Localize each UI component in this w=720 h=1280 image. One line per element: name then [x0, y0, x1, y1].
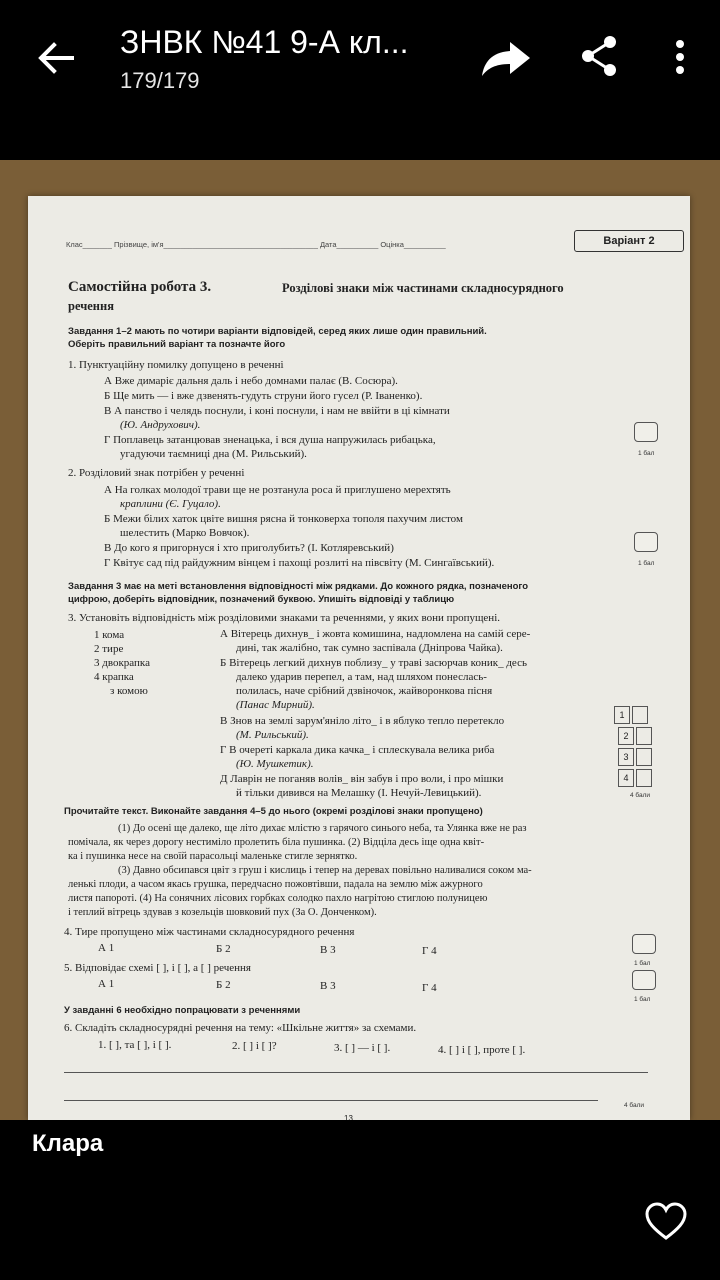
- text-passage: ка і пушинка несе на своїй парасольці маленьке стигле зернятко.: [68, 851, 358, 862]
- answer-grid-cell: [632, 706, 648, 724]
- answer-box: [634, 422, 658, 442]
- instruction: У завданні 6 необхідно попрацювати з реченнями: [64, 1005, 301, 1016]
- match-right-cont: (Панас Мирний).: [236, 699, 315, 711]
- question-5: 5. Відповідає схемі [ ], і [ ], а [ ] речення: [64, 962, 251, 974]
- question-6: 6. Складіть складносурядні речення на тему: «Шкільне життя» за схемами.: [64, 1022, 417, 1034]
- worksheet-topic: Розділові знаки між частинами складносурядного: [282, 281, 564, 295]
- question-1: 1. Пунктуаційну помилку допущено в реченні: [68, 359, 284, 371]
- option: В До кого я пригорнуся і хто приголубить? (І. Котляревський): [104, 542, 394, 554]
- worksheet-title: Самостійна робота 3.: [68, 279, 212, 295]
- option: Г Квітує сад під райдужним вінцем і пахощі розлиті на півсвіту (М. Сингаївський).: [104, 557, 495, 569]
- match-right-cont: дині, так жалібно, так сумно заспівала (Дніпрова Чайка).: [236, 642, 503, 654]
- match-right: А Вітерець дихнув_ і жовта комишина, надломлена на самій сере-: [220, 628, 531, 640]
- match-right: Д Лаврін не поганяв волів_ він забув і про воли, і про мішки: [220, 773, 504, 785]
- score-label: 4 бали: [624, 1102, 645, 1109]
- option: Г 4: [422, 945, 437, 957]
- option: Г Поплавець затанцював зненацька, і вся душа напружилась рибацька,: [104, 434, 436, 446]
- answer-grid-number: 4: [618, 769, 634, 787]
- scheme: 3. [ ] — і [ ].: [334, 1042, 391, 1054]
- match-right-cont: (Ю. Мушкетик).: [236, 758, 314, 770]
- option: В 3: [320, 980, 336, 992]
- student-fields: Клас_______ Прізвище, ім'я_____________________________________ Дата__________ Оцінка__________: [66, 240, 446, 249]
- page-number: 13: [344, 1114, 353, 1120]
- scheme: 4. [ ] і [ ], проте [ ].: [438, 1044, 526, 1056]
- chat-title: ЗНВК №41 9-А кл...: [120, 24, 409, 60]
- text-passage: (3) Давно обсипався цвіт з груш і кислиць і тепер на деревах повільно наливалися соком ма-: [118, 865, 532, 876]
- option: Б Ще мить — і вже дзвенять-гудуть струни його гусел (Р. Іваненко).: [104, 390, 423, 402]
- answer-grid-number: 1: [614, 706, 630, 724]
- text-passage: ленькі плоди, а часом якась грушка, передчасно пожовтівши, падала на землю між ажурного: [68, 879, 483, 890]
- match-left: 4 крапка: [94, 671, 134, 683]
- score-label: 4 бали: [630, 792, 651, 799]
- worksheet-topic-cont: речення: [68, 299, 114, 313]
- match-left: 1 кома: [94, 629, 125, 641]
- worksheet-page: [28, 196, 690, 1120]
- scheme: 1. [ ], та [ ], і [ ].: [98, 1039, 172, 1051]
- option: В А панство і челядь поснули, і коні поснули, і нам не ввійти в ці кімнати: [104, 405, 450, 417]
- instruction: Завдання 1–2 мають по чотири варіанти відповідей, серед яких лише один правильний.: [68, 326, 487, 337]
- image-counter: 179/179: [120, 68, 200, 93]
- match-right-cont: (М. Рильський).: [236, 729, 309, 741]
- scheme: 2. [ ] і [ ]?: [232, 1040, 277, 1052]
- answer-grid-cell: [636, 727, 652, 745]
- option-cont: (Ю. Андрухович).: [120, 419, 201, 431]
- answer-grid-number: 3: [618, 748, 634, 766]
- option: Б 2: [216, 979, 231, 991]
- score-label: 1 бал: [634, 996, 651, 1003]
- option: А Вже димаріє дальня даль і небо домнами палає (В. Сосюра).: [104, 375, 398, 387]
- text-passage: і теплий вітрець здував з козельців шовковий пух (За О. Донченком).: [68, 907, 377, 918]
- instruction: Завдання 3 має на меті встановлення відповідності між рядками. До кожного рядка, позначеного: [68, 581, 529, 592]
- option: А На голках молодої трави ще не розтанула роса й приглушено мерехтять: [104, 484, 451, 496]
- question-4: 4. Тире пропущено між частинами складносурядного речення: [64, 926, 355, 938]
- match-right: Б Вітерець легкий дихнув поблизу_ у траві засюрчав коник_ десь: [220, 657, 527, 669]
- question-2: 2. Розділовий знак потрібен у реченні: [68, 467, 245, 479]
- match-left: 3 двокрапка: [94, 657, 150, 669]
- caption-bar: [0, 1120, 720, 1280]
- score-label: 1 бал: [638, 450, 655, 457]
- match-left-cont: з комою: [110, 685, 148, 697]
- instruction: цифрою, доберіть відповідник, позначений буквою. Упишіть відповіді у таблицю: [68, 594, 455, 605]
- match-right-cont: далеко ударив перепел, а там, над шляхом понеслась-: [236, 671, 487, 683]
- match-left: 2 тире: [94, 643, 124, 655]
- photo-viewer[interactable]: [0, 160, 720, 1120]
- text-passage: помічала, як через дорогу нестиміло пролетить біла пушинка. (2) Відціла десь іще одна квіт-: [68, 837, 485, 848]
- option-cont: шелестить (Марко Вовчок).: [120, 527, 250, 539]
- sender-name: Клара: [32, 1130, 104, 1157]
- answer-box: [632, 934, 656, 954]
- share-icon[interactable]: [578, 34, 622, 78]
- answer-grid-number: 2: [618, 727, 634, 745]
- answer-box: [632, 970, 656, 990]
- match-right: В Знов на землі зарум'яніло літо_ і в яблуко тепло перетекло: [220, 715, 505, 727]
- answer-grid-cell: [636, 748, 652, 766]
- text-passage: (1) До осені ще далеко, ще літо дихає млістю з гарячого синього неба, та Улянка вже не раз: [118, 823, 527, 834]
- option: А 1: [98, 978, 115, 990]
- top-app-bar: [0, 0, 720, 112]
- answer-box: [634, 532, 658, 552]
- match-right-cont: й тільки дивився на Мелашку (І. Нечуй-Левицький).: [236, 787, 482, 799]
- heart-icon[interactable]: [644, 1202, 688, 1242]
- score-label: 1 бал: [634, 960, 651, 967]
- back-arrow-icon[interactable]: [34, 36, 78, 80]
- option: Б 2: [216, 943, 231, 955]
- match-right: Г В очереті каркала дика качка_ і сплескувала велика риба: [220, 744, 495, 756]
- question-3: 3. Установіть відповідність між розділовими знаками та реченнями, у яких вони пропущені.: [68, 612, 500, 624]
- answer-line: [64, 1100, 598, 1101]
- text-passage: листя папороті. (4) На сонячних лісових горбках солодко пахло нагрітою стиглою полуницею: [68, 893, 488, 904]
- option: А 1: [98, 942, 115, 954]
- option-cont: краплини (Є. Гуцало).: [120, 498, 221, 510]
- more-vert-icon[interactable]: [666, 36, 694, 80]
- instruction: Прочитайте текст. Виконайте завдання 4–5 до нього (окремі розділові знаки пропущено): [64, 806, 483, 817]
- score-label: 1 бал: [638, 560, 655, 567]
- option: Г 4: [422, 982, 437, 994]
- option: В 3: [320, 944, 336, 956]
- match-right-cont: полилась, наче срібний дзвіночок, жайворонкова пісня: [236, 685, 493, 697]
- option-cont: угадуючи таємниці дна (М. Рильський).: [120, 448, 307, 460]
- variant-label: Варіант 2: [574, 230, 684, 252]
- instruction: Оберіть правильний варіант та позначте його: [68, 339, 286, 350]
- answer-line: [64, 1072, 648, 1073]
- answer-grid-cell: [636, 769, 652, 787]
- forward-icon[interactable]: [478, 36, 532, 80]
- option: Б Межи білих хаток цвіте вишня рясна й тонковерха тополя пахучим листом: [104, 513, 463, 525]
